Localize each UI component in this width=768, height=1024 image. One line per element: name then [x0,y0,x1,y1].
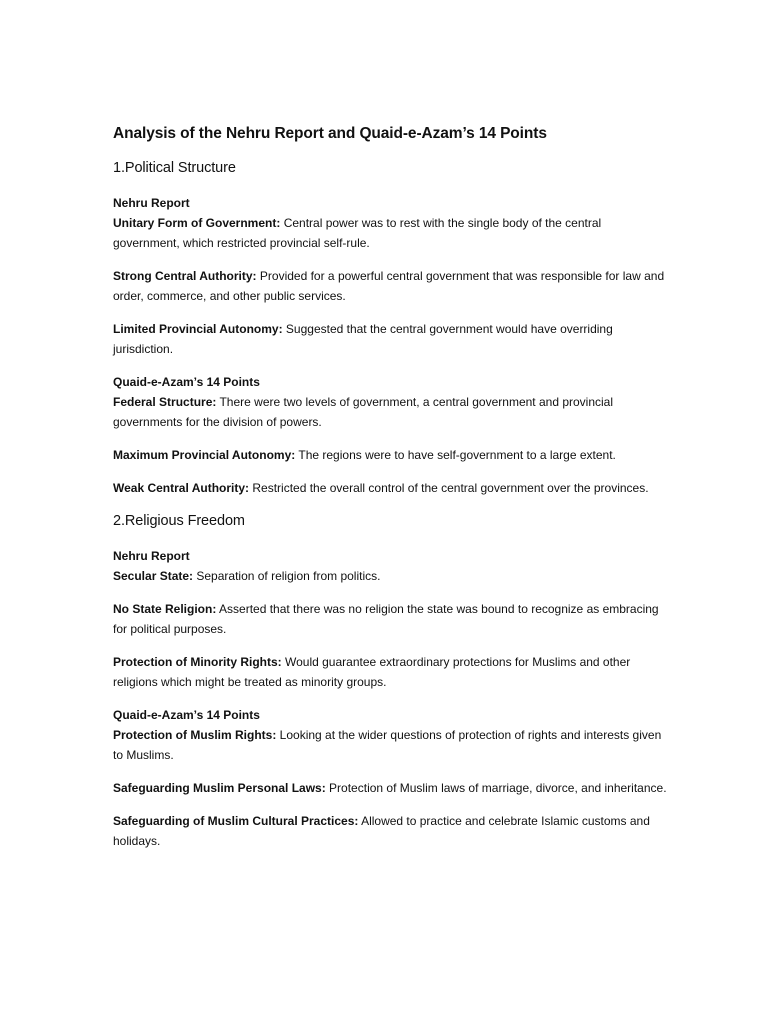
fourteen-points-political-group [113,372,668,498]
paragraph-strong-central-authority [113,266,668,306]
paragraph-no-state-religion [113,599,668,639]
document-title: Analysis of the Nehru Report and Quaid-e-Azam’s 14 Points [113,125,547,142]
paragraph-limited-provincial-autonomy [113,319,668,359]
paragraph-unitary-government [113,213,668,253]
section-heading-political-structure: 1.Political Structure [113,160,236,176]
paragraph-weak-central-authority [113,478,668,498]
subheading-nehru-report: Nehru Report [113,549,190,563]
nehru-report-religious-group [113,546,668,692]
paragraph-muslim-cultural-practices [113,811,668,851]
term-description: Suggested that the central government would have overriding jurisdiction. [113,322,613,356]
term-label: Unitary Form of Government: [113,216,281,230]
term-label: Protection of Minority Rights: [113,655,282,669]
section-heading-religious-freedom: 2.Religious Freedom [113,513,245,529]
paragraph-muslim-personal-laws [113,778,668,798]
term-label: Safeguarding of Muslim Cultural Practices: [113,814,359,828]
subheading-fourteen-points: Quaid-e-Azam’s 14 Points [113,375,260,389]
nehru-report-political-group [113,193,668,359]
term-label: Strong Central Authority: [113,269,257,283]
term-label: Secular State: [113,569,194,583]
term-description: Looking at the wider questions of protection of rights and interests given to Muslims. [113,728,662,762]
term-description: There were two levels of government, a central government and provincial governments for the division of powers. [113,395,614,429]
term-label: Maximum Provincial Autonomy: [113,448,296,462]
paragraph-maximum-provincial-autonomy [113,445,668,465]
term-label: Protection of Muslim Rights: [113,728,277,742]
term-label: No State Religion: [113,602,217,616]
term-description: Asserted that there was no religion the state was bound to recognize as embracing for political purposes. [113,602,659,636]
term-label: Limited Provincial Autonomy: [113,322,283,336]
subheading-fourteen-points: Quaid-e-Azam’s 14 Points [113,708,260,722]
paragraph-federal-structure [113,392,668,432]
paragraph-secular-state [113,566,668,586]
term-label: Federal Structure: [113,395,217,409]
term-label: Safeguarding Muslim Personal Laws: [113,781,326,795]
paragraph-protection-muslim-rights [113,725,668,765]
term-description: Restricted the overall control of the central government over the provinces. [249,481,649,495]
term-description: Separation of religion from politics. [193,569,381,583]
term-description: Allowed to practice and celebrate Islamic customs and holidays. [113,814,650,848]
term-description: Central power was to rest with the single body of the central government, which restricted provincial self-rule. [113,216,602,250]
term-label: Weak Central Authority: [113,481,250,495]
term-description: Provided for a powerful central government that was responsible for law and order, commerce, and other public services. [113,269,665,303]
fourteen-points-religious-group [113,705,668,851]
paragraph-protection-minority-rights [113,652,668,692]
term-description: Would guarantee extraordinary protections for Muslims and other religions which might be treated as minority groups. [113,655,631,689]
term-description: Protection of Muslim laws of marriage, divorce, and inheritance. [325,781,667,795]
term-description: The regions were to have self-government to a large extent. [295,448,616,462]
subheading-nehru-report: Nehru Report [113,196,190,210]
